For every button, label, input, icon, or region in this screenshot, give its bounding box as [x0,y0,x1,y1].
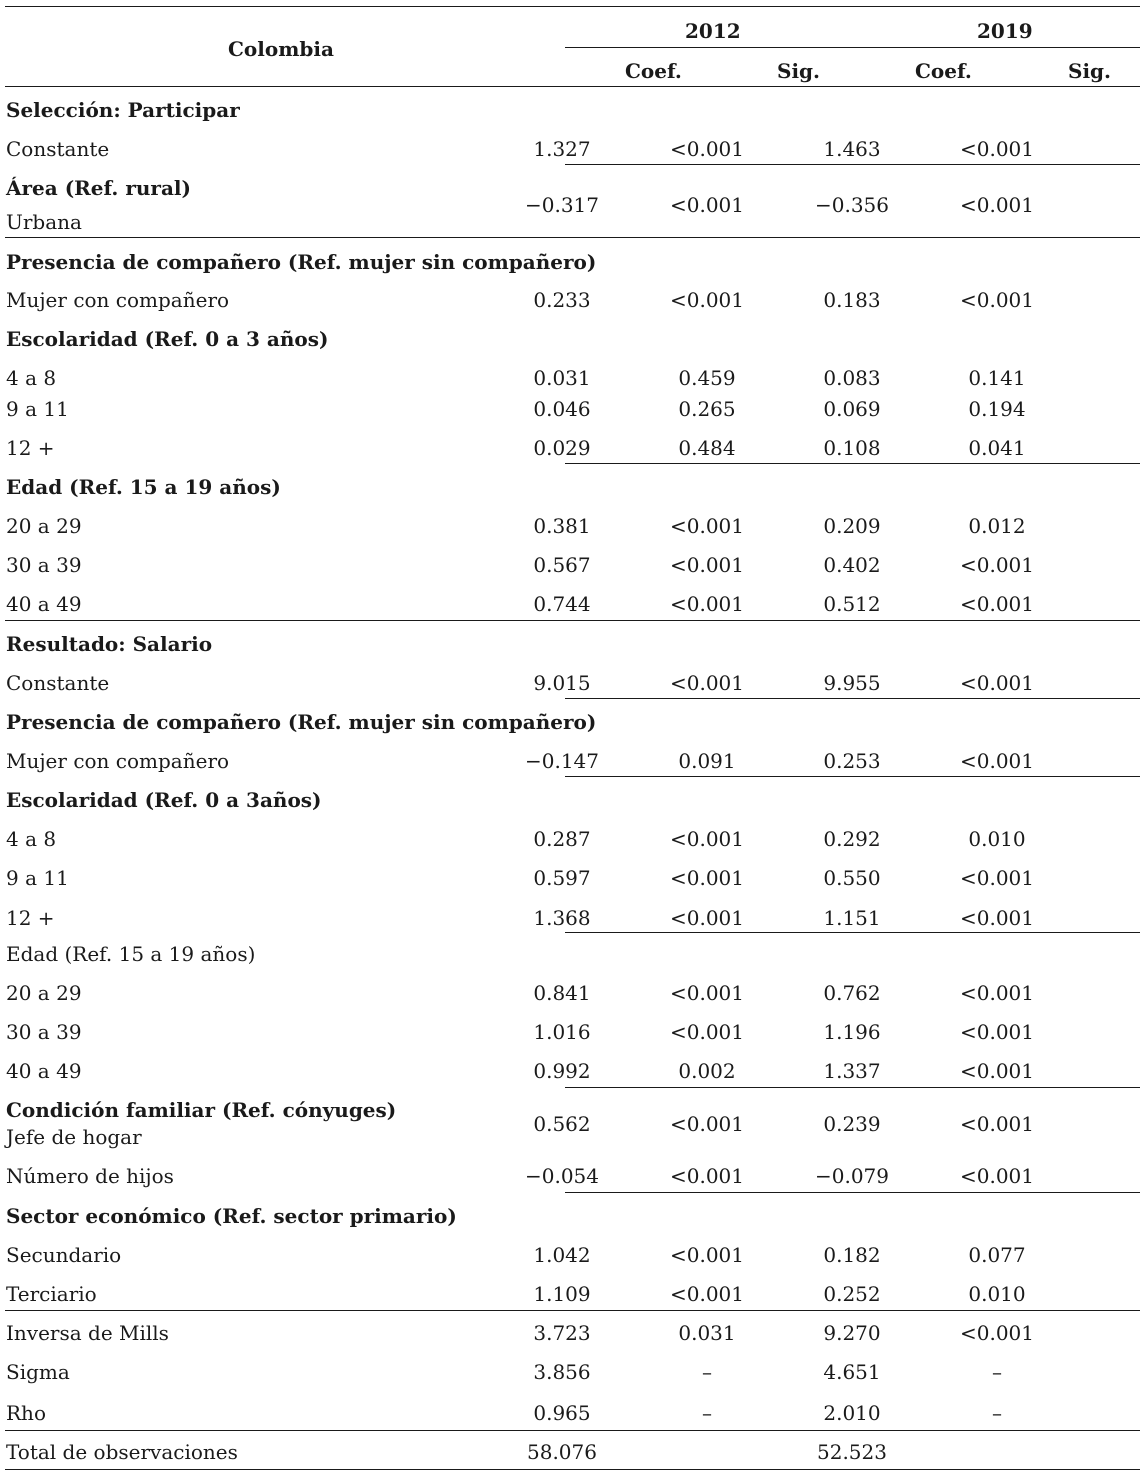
sig-2019-cell: <0.001 [959,1059,1034,1083]
coef-2019-cell: 0.512 [823,592,881,616]
sig-2019-cell: <0.001 [959,866,1034,890]
rule-escolaridad-1 [565,463,1140,464]
coef-2019-cell: 0.292 [823,827,881,851]
sig-2019-cell: <0.001 [959,193,1034,217]
coef-2019-cell: 0.083 [823,366,881,390]
coef-2012-cell: 0.744 [533,592,591,616]
rule-sector [5,1310,1140,1311]
rule-companero-2 [565,776,1140,777]
sig-2019-cell: <0.001 [959,906,1034,930]
coef-2019-header: Coef. [915,59,972,83]
rule-escolaridad-2 [565,932,1140,933]
row-label: 40 a 49 [6,592,82,616]
rule-constante-2 [565,698,1140,699]
coef-2012-cell: 0.562 [533,1112,591,1136]
sig-2019-header: Sig. [1068,59,1111,83]
coef-2019-cell: 0.402 [823,553,881,577]
section-heading: Escolaridad (Ref. 0 a 3años) [6,788,322,812]
row-label: Jefe de hogar [6,1125,142,1149]
coef-2012-cell: 0.597 [533,866,591,890]
coef-2019-cell: 1.463 [823,137,881,161]
sig-2012-cell: 0.091 [678,749,736,773]
coef-2019-cell: 4.651 [823,1360,881,1384]
coef-2012-cell: 0.046 [533,397,591,421]
coef-2019-cell: 0.069 [823,397,881,421]
coef-2019-cell: 0.239 [823,1112,881,1136]
coef-2019-cell: 0.253 [823,749,881,773]
coef-2019-cell: −0.079 [814,1164,889,1188]
coef-2012-cell: 3.856 [533,1360,591,1384]
row-label: 9 a 11 [6,866,69,890]
coef-2012-cell: 0.029 [533,436,591,460]
header-rule [5,86,1140,87]
section-heading: Sector económico (Ref. sector primario) [6,1204,457,1228]
section-heading: Selección: Participar [6,98,240,122]
row-label: Total de observaciones [6,1440,238,1464]
row-label: 4 a 8 [6,366,57,390]
year-2012-header: 2012 [685,19,741,43]
sig-2012-cell: <0.001 [669,193,744,217]
sig-2019-cell: <0.001 [959,749,1034,773]
sig-2019-cell: <0.001 [959,553,1034,577]
sig-2012-cell: 0.484 [678,436,736,460]
sig-2019-cell: 0.077 [968,1243,1026,1267]
rule-constante-1 [565,164,1140,165]
row-label: Edad (Ref. 15 a 19 años) [6,942,256,966]
sig-2019-cell: <0.001 [959,1112,1034,1136]
sig-2012-cell: 0.459 [678,366,736,390]
coef-2012-cell: 0.031 [533,366,591,390]
row-label: Urbana [6,210,82,234]
sig-2012-cell: <0.001 [669,592,744,616]
coef-2012-cell: 9.015 [533,671,591,695]
coef-2019-cell: 0.209 [823,514,881,538]
coef-2012-header: Coef. [625,59,682,83]
row-label: Inversa de Mills [6,1321,169,1345]
row-label: Terciario [6,1282,97,1306]
coef-2019-cell: 0.183 [823,288,881,312]
coef-2019-cell: 0.108 [823,436,881,460]
section-heading: Edad (Ref. 15 a 19 años) [6,475,281,499]
section-heading: Presencia de compañero (Ref. mujer sin compañero) [6,250,597,274]
row-label: 20 a 29 [6,981,82,1005]
sig-2019-cell: 0.041 [968,436,1026,460]
section-heading: Escolaridad (Ref. 0 a 3 años) [6,327,329,351]
coef-2019-cell: 0.182 [823,1243,881,1267]
coef-2019-cell: 9.270 [823,1321,881,1345]
coef-2019-cell: 0.252 [823,1282,881,1306]
rule-edad-2 [565,1087,1140,1088]
sig-2019-cell: 0.010 [968,1282,1026,1306]
sig-2019-cell: <0.001 [959,1164,1034,1188]
coef-2019-cell: 0.762 [823,981,881,1005]
coef-2012-cell: 1.042 [533,1243,591,1267]
row-label: Mujer con compañero [6,749,230,773]
coef-2012-cell: 1.109 [533,1282,591,1306]
coef-2012-cell: 1.368 [533,906,591,930]
row-label: 12 + [6,436,55,460]
coef-2019-cell: 1.337 [823,1059,881,1083]
coef-2019-cell: 0.550 [823,866,881,890]
row-label: Rho [6,1401,46,1425]
coef-2012-cell: 0.992 [533,1059,591,1083]
coef-2019-cell: 9.955 [823,671,881,695]
year-2019-header: 2019 [977,19,1033,43]
coef-2012-cell: 3.723 [533,1321,591,1345]
sig-2012-cell: <0.001 [669,1112,744,1136]
sig-2019-cell: <0.001 [959,671,1034,695]
sig-2019-cell: 0.010 [968,827,1026,851]
sig-2019-cell: <0.001 [959,1020,1034,1044]
coef-2012-cell: 0.381 [533,514,591,538]
sig-2012-cell: 0.031 [678,1321,736,1345]
coef-2012-cell: 0.233 [533,288,591,312]
section-heading: Presencia de compañero (Ref. mujer sin compañero) [6,710,597,734]
coef-2012-cell: 58.076 [527,1440,597,1464]
rule-seleccion-end [5,620,1140,621]
sig-2012-cell: <0.001 [669,866,744,890]
sig-2012-cell: 0.265 [678,397,736,421]
sig-2012-cell: <0.001 [669,827,744,851]
coef-2012-cell: 1.327 [533,137,591,161]
sig-2019-cell: – [992,1401,1002,1425]
row-label: Sigma [6,1360,70,1384]
sig-2019-cell: <0.001 [959,981,1034,1005]
sig-2012-cell: <0.001 [669,671,744,695]
coef-2012-cell: 0.567 [533,553,591,577]
coef-2019-cell: 1.151 [823,906,881,930]
sig-2012-cell: <0.001 [669,1020,744,1044]
row-label: 30 a 39 [6,1020,82,1044]
coef-2012-cell: −0.054 [524,1164,599,1188]
row-label: Secundario [6,1243,122,1267]
section-heading: Condición familiar (Ref. cónyuges) [6,1098,397,1122]
row-label: Mujer con compañero [6,288,230,312]
coef-2019-cell: −0.356 [814,193,889,217]
coef-2012-cell: −0.317 [524,193,599,217]
section-heading: Área (Ref. rural) [6,176,191,200]
sig-2019-cell: – [992,1360,1002,1384]
bottom-rule [5,1469,1140,1470]
row-label: 12 + [6,906,55,930]
sig-2012-cell: <0.001 [669,553,744,577]
rule-rho [5,1430,1140,1431]
country-header: Colombia [228,37,334,61]
sig-2019-cell: <0.001 [959,288,1034,312]
sig-2019-cell: <0.001 [959,137,1034,161]
sig-2012-cell: <0.001 [669,514,744,538]
sig-2012-cell: <0.001 [669,137,744,161]
row-label: Constante [6,671,110,695]
coef-2012-cell: 0.287 [533,827,591,851]
coef-2012-cell: 0.841 [533,981,591,1005]
sig-2012-cell: 0.002 [678,1059,736,1083]
section-heading: Resultado: Salario [6,632,213,656]
sig-2012-cell: <0.001 [669,1243,744,1267]
row-label: 30 a 39 [6,553,82,577]
sig-2019-cell: <0.001 [959,592,1034,616]
rule-hijos [565,1192,1140,1193]
sig-2012-cell: <0.001 [669,1282,744,1306]
sig-2012-cell: <0.001 [669,981,744,1005]
coef-2012-cell: −0.147 [524,749,599,773]
sig-2012-cell: – [702,1401,712,1425]
coef-2019-cell: 2.010 [823,1401,881,1425]
sig-2019-cell: 0.012 [968,514,1026,538]
sig-2012-header: Sig. [777,59,820,83]
sig-2012-cell: <0.001 [669,1164,744,1188]
row-label: Constante [6,137,110,161]
coef-2012-cell: 0.965 [533,1401,591,1425]
year-rule [565,47,1140,48]
row-label: 40 a 49 [6,1059,82,1083]
row-label: 4 a 8 [6,827,57,851]
coef-2019-cell: 1.196 [823,1020,881,1044]
coef-2019-cell: 52.523 [817,1440,887,1464]
sig-2012-cell: <0.001 [669,288,744,312]
sig-2012-cell: – [702,1360,712,1384]
sig-2019-cell: 0.141 [968,366,1026,390]
rule-area [5,237,1140,238]
row-label: 20 a 29 [6,514,82,538]
top-rule [5,6,1140,7]
sig-2019-cell: <0.001 [959,1321,1034,1345]
sig-2019-cell: 0.194 [968,397,1026,421]
row-label: Número de hijos [6,1164,174,1188]
sig-2012-cell: <0.001 [669,906,744,930]
coef-2012-cell: 1.016 [533,1020,591,1044]
row-label: 9 a 11 [6,397,69,421]
